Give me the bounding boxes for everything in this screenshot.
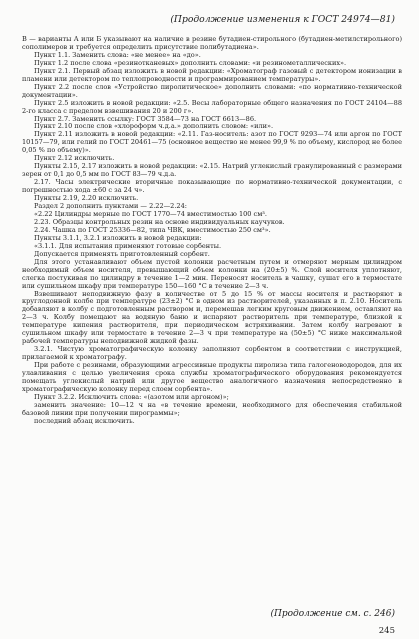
paragraph: Взвешивают неподвижную фазу в количестве от 5 до 15 % от массы носителя и растворяют в круглодонной колбе при температуре (23±2) °С в одном из растворителей, указанных в п. 2.10. Носитель добавляют в колбу с подготовленным раствором и, перемешав легким круговым движением, оставляют на 2—3 ч. Колбу помещают на водяную баню и испаряют растворитель при температуре, близкой к температуре кипения растворителя, при периодическом встряхивании. Затем колбу нагревают в сушильном шкафу или термостате в течение 2—3 ч при температуре на (50±5) °С ниже максимальной рабочей температуры неподвижной жидкой фазы. — [22, 289, 402, 346]
paragraph: Пункт 3.2.2. Исключить слова: «(азотом или аргоном)»; — [34, 392, 229, 401]
paragraph: Пункт 2.7. Заменить ссылку: ГОСТ 3584—73 на ГОСТ 6613—86. — [34, 114, 257, 123]
paragraph: Пункт 2.2 после слов «Устройство пиролитическое» дополнить словами: «по нормативно-технической документации». — [22, 82, 402, 99]
page-header: (Продолжение изменения к ГОСТ 24974—81) — [170, 14, 395, 25]
paragraph: 2.24. Чашка по ГОСТ 25336—82, типа ЧВК, вместимостью 250 см³». — [34, 225, 271, 234]
paragraph: Пункт 1.2 после слова «резинотканевых» дополнить словами: «и резинометаллических». — [34, 58, 347, 67]
paragraph: 2.17. Часы электрические вторичные показывающие по нормативно-технической документации, с погрешностью хода ±60 с за 24 ч». — [22, 178, 402, 195]
page-number: 245 — [378, 626, 395, 636]
paragraph: Пункт 2.11 изложить в новой редакции: «2.11. Газ-носитель: азот по ГОСТ 9293—74 или аргон по ГОСТ 10157—79, или гелий по ГОСТ 20461—75 (основное вещество не менее 99,9 % по объему, кислород не более 0,05 % по объему)». — [22, 130, 402, 155]
paragraph: 3.2.1. Чистую хроматографическую колонку заполняют сорбентом в соответствии с инструкцией, прилагаемой к хроматографу. — [22, 345, 402, 362]
paragraph: Допускается применять приготовленный сорбент. — [34, 249, 210, 258]
continuation-note: (Продолжение см. с. 246) — [270, 609, 395, 619]
paragraph: Пункты 2.15, 2.17 изложить в новой редакции: «2.15. Натрий углекислый гранулированный с размерами зерен от 0,1 до 0,5 мм по ГОСТ 83—79 ч.д.а. — [22, 162, 403, 179]
paragraph: Пункт 2.5 изложить в новой редакции: «2.5. Весы лабораторные общего назначения по ГОСТ 24104—88 2-го класса с пределом взвешивания 20 и 200 г». — [22, 98, 402, 115]
paragraph: заменить значение: 10—12 ч на «в течение времени, необходимого для обеспечения стабильной базовой линии при получении пирограммы»; — [22, 400, 402, 417]
paragraph: «2.22 Цилиндры мерные по ГОСТ 1770—74 вместимостью 100 см³. — [34, 209, 268, 218]
paragraph: 2.23. Образцы контрольных резин на основе индивидуальных каучуков. — [34, 217, 285, 226]
paragraph: Пункт 2.10 после слов «хлороформ ч.д.а.» дополнить словом: «или». — [34, 122, 274, 131]
paragraph: При работе с резинами, образующими агрессивные продукты пиролиза типа галогеноводородов, для их улавливания с целью увеличения срока службы хроматографического оборудования рекомендуется помещать углекислый натрий или другое вещество аналогичного назначения непосредственно в хроматографическую колонку перед слоем сорбента». — [22, 361, 402, 393]
paragraph: Пункты 3.1.1, 3.2.1 изложить в новой редакции: — [34, 233, 202, 242]
paragraph: Пункт 2.1. Первый абзац изложить в новой редакции: «Хроматограф газовый с детектором ионизации в пламени или детектором по теплопроводности и программированием температуры». — [22, 66, 402, 83]
paragraph: последний абзац исключить. — [34, 416, 135, 425]
paragraph: «3.1.1. Для испытания применяют готовые сорбенты. — [34, 241, 222, 250]
paragraph: Пункт 1.1. Заменить слова: «не менее» на «до». — [34, 50, 201, 59]
paragraph: Для этого устанавливают объем пустой колонки расчетным путем и отмеряют мерным цилиндром необходимый объем носителя, превышающий объем колонки на (20±5) %. Слой носителя уплотняют, слегка постукивая по цилиндру в течение 1—2 мин. Переносят носитель в чашку, сушат его в термостате или сушильном шкафу при температуре 150—160 °С в течение 2—3 ч. — [22, 257, 402, 290]
page-body — [22, 36, 402, 426]
paragraph: Пункты 2.19, 2.20 исключить. — [34, 194, 139, 203]
paragraph: Пункт 2.12 исключить. — [34, 154, 115, 163]
paragraph: Раздел 2 дополнить пунктами — 2.22—2.24: — [34, 202, 187, 211]
paragraph: В — варианты А или Б указывают на наличие в резине бутадиен-стирольного (бутадиен-метилстирольного) сополимеров и требуется определить присутствие полибутадиена». — [22, 35, 402, 51]
